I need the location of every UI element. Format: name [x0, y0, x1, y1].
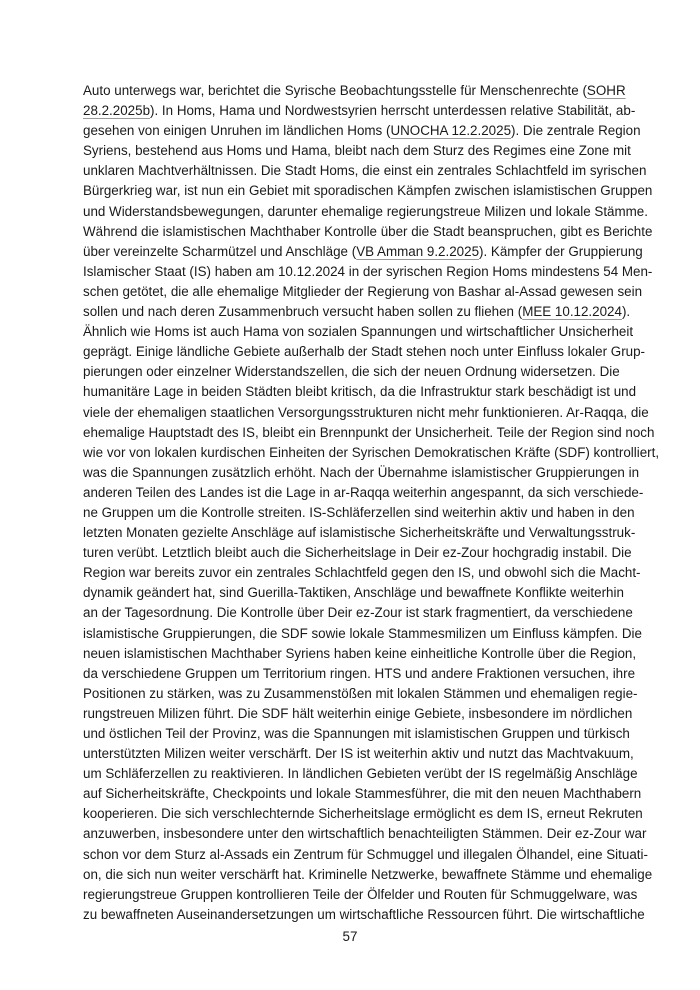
- text-line: [83, 563, 641, 583]
- text-line: [83, 322, 634, 342]
- text-run: kooperieren. Die sich verschlechternde Sicherheitslage ermöglicht es dem IS, erneut Rekruten: [83, 806, 643, 822]
- text-line: [83, 885, 638, 905]
- text-run: Syriens, bestehend aus Homs und Hama, bleibt nach dem Sturz des Regimes eine Zone mit: [83, 143, 631, 159]
- text-run: schon vor dem Sturz al-Assads ein Zentrum für Schmuggel und illegalen Ölhandel, eine Situati-: [83, 846, 648, 862]
- citation-link[interactable]: VB Amman 9.2.2025: [356, 243, 480, 259]
- text-line: [83, 905, 645, 925]
- text-line: [83, 845, 648, 865]
- text-run: Bürgerkrieg war, ist nun ein Gebiet mit sporadischen Kämpfen zwischen islamistischen Gruppen: [83, 183, 653, 199]
- text-run: wie vor von lokalen kurdischen Einheiten der Syrischen Demokratischen Kräfte (SDF) kontrolliert,: [83, 444, 660, 460]
- text-line: [83, 121, 641, 141]
- text-run: unklaren Machtverhältnissen. Die Stadt Homs, die einst ein zentrales Schlachtfeld im syrischen: [83, 163, 647, 179]
- text-run: pierungen oder einzelner Widerstandszellen, die sich der neuen Ordnung widersetzen. Die: [83, 364, 620, 380]
- text-run: sollen und nach deren Zusammenbruch versucht haben sollen zu fliehen (: [83, 304, 523, 320]
- text-line: [83, 443, 660, 463]
- text-line: [83, 262, 653, 282]
- text-line: [83, 523, 636, 543]
- citation-link[interactable]: SOHR: [586, 83, 626, 98]
- text-run: regierungstreue Gruppen kontrollieren Teile der Ölfelder und Routen für Schmuggelware, was: [83, 886, 638, 902]
- text-line: [83, 764, 638, 784]
- text-line: [83, 463, 640, 483]
- text-line: [83, 81, 626, 101]
- text-line: [83, 704, 633, 724]
- text-run: anzuwerben, insbesondere unter den wirtschaftlich benachteiligten Stämmen. Deir ez-Zour war: [83, 826, 647, 842]
- text-line: [83, 603, 633, 623]
- text-run: schen getötet, die alle ehemalige Mitglieder der Regierung von Bashar al-Assad gewesen sein: [83, 283, 643, 299]
- citation-link[interactable]: MEE 10.12.2024: [522, 304, 622, 320]
- text-line: [83, 141, 631, 161]
- text-line: [83, 403, 649, 423]
- text-run: geprägt. Einige ländliche Gebiete außerhalb der Stadt stehen noch unter Einfluss lokaler Grup-: [83, 344, 646, 360]
- text-line: [83, 181, 653, 201]
- body-text: [83, 81, 660, 925]
- text-line: [83, 784, 642, 804]
- text-run: und Widerstandsbewegungen, darunter ehemalige regierungstreue Milizen und lokale Stämme.: [83, 203, 648, 219]
- text-run: anderen Teilen des Landes ist die Lage in ar-Raqqa weiterhin angespannt, da sich verschiede-: [83, 484, 644, 500]
- text-run: zu bewaffneten Auseinandersetzungen um wirtschaftliche Ressourcen führt. Die wirtschaftliche: [83, 906, 645, 922]
- text-line: [83, 342, 646, 362]
- text-line: [83, 583, 624, 603]
- text-run: auf Sicherheitskräfte, Checkpoints und lokale Stammesführer, die mit den neuen Machthabern: [83, 786, 642, 802]
- text-run: da verschiedene Gruppen um Territorium ringen. HTS und andere Fraktionen versuchen, ihre: [83, 665, 636, 681]
- text-run: und östlichen Teil der Provinz, was die Spannungen mit islamistischen Gruppen und türkisch: [83, 726, 630, 741]
- text-run: humanitäre Lage in beiden Städten bleibt kritisch, da die Infrastruktur stark beschädigt ist und: [83, 384, 637, 400]
- text-line: [83, 101, 636, 121]
- text-line: [83, 824, 647, 844]
- text-run: turen verübt. Letztlich bleibt auch die Sicherheitslage in Deir ez-Zour hochgradig instabil. Die: [83, 545, 632, 561]
- text-line: [83, 202, 648, 222]
- text-run: Auto unterwegs war, berichtet die Syrische Beobachtungsstelle für Menschenrechte (: [83, 83, 587, 98]
- text-run: Positionen zu stärken, was zu Zusammenstößen mit lokalen Stämmen und ehemaligen regie-: [83, 685, 638, 701]
- text-run: neuen islamistischen Machthaber Syriens haben keine einheitliche Kontrolle über die Region,: [83, 645, 637, 661]
- text-line: [83, 222, 653, 242]
- text-run: ehemalige Hauptstadt des IS, bleibt ein Brennpunkt der Unsicherheit. Teile der Region sind noch: [83, 424, 655, 440]
- text-line: [83, 664, 636, 684]
- text-run: unterstützten Milizen weiter verschärft. Der IS ist weiterhin aktiv und nutzt das Machtvakuum,: [83, 746, 634, 762]
- text-run: dynamik geändert hat, sind Guerilla-Taktiken, Anschläge und bewaffnete Konflikte weiterhin: [83, 585, 624, 601]
- text-line: [83, 161, 647, 181]
- text-line: [83, 302, 631, 322]
- text-run: an der Tagesordnung. Die Kontrolle über Deir ez-Zour ist stark fragmentiert, da verschiedene: [83, 605, 633, 621]
- text-line: [83, 543, 632, 563]
- text-line: [83, 644, 637, 664]
- text-line: [83, 724, 630, 744]
- text-run: letzten Monaten gezielte Anschläge auf islamistische Sicherheitskräfte und Verwaltungsstruk-: [83, 525, 636, 541]
- text-run: ). Die zentrale Region: [511, 123, 641, 139]
- text-run: Islamischer Staat (IS) haben am 10.12.2024 in der syrischen Region Homs mindestens 54 Men-: [83, 263, 653, 279]
- text-run: ).: [621, 304, 631, 320]
- text-run: Region war bereits zuvor ein zentrales Schlachtfeld gegen den IS, und obwohl sich die Macht-: [83, 565, 641, 581]
- text-run: ). In Homs, Hama und Nordwestsyrien herrscht unterdessen relative Stabilität, ab-: [150, 103, 636, 119]
- text-run: Während die islamistischen Machthaber Kontrolle über die Stadt beanspruchen, gibt es Berichte: [83, 223, 653, 239]
- text-run: islamistische Gruppierungen, die SDF sowie lokale Stammesmilizen um Einfluss kämpfen. Die: [83, 625, 642, 641]
- text-run: um Schläferzellen zu reaktivieren. In ländlichen Gebieten verübt der IS regelmäßig Anschläge: [83, 766, 638, 782]
- text-run: viele der ehemaligen staatlichen Versorgungsstrukturen nicht mehr funktionieren. Ar-Raqqa, die: [83, 404, 649, 420]
- text-line: [83, 624, 642, 644]
- text-run: ne Gruppen um die Kontrolle streiten. IS-Schläferzellen sind weiterhin aktiv und haben in den: [83, 504, 635, 520]
- text-line: [83, 362, 620, 382]
- text-line: [83, 684, 638, 704]
- text-run: on, die sich nun weiter verschärft hat. Kriminelle Netzwerke, bewaffnete Stämme und ehemalige: [83, 866, 653, 882]
- citation-link[interactable]: UNOCHA 12.2.2025: [390, 123, 512, 139]
- text-line: [83, 804, 643, 824]
- text-run: was die Spannungen zusätzlich erhöht. Nach der Übernahme islamistischer Gruppierungen in: [83, 464, 640, 480]
- text-run: über vereinzelte Scharmützel und Anschläge (: [83, 243, 357, 259]
- text-run: Ähnlich wie Homs ist auch Hama von sozialen Spannungen und wirtschaftlicher Unsicherheit: [83, 324, 634, 340]
- text-run: gesehen von einigen Unruhen im ländlichen Homs (: [83, 123, 391, 139]
- page-number: 57: [342, 929, 358, 944]
- text-run: ). Kämpfer der Gruppierung: [479, 243, 643, 259]
- text-line: [83, 382, 637, 402]
- text-line: [83, 242, 643, 262]
- text-line: [83, 503, 635, 523]
- text-line: [83, 744, 634, 764]
- citation-link[interactable]: 28.2.2025b: [83, 103, 151, 119]
- text-line: [83, 483, 644, 503]
- text-run: rungstreuen Milizen führt. Die SDF hält weiterhin einige Gebiete, insbesondere im nördlichen: [83, 705, 633, 721]
- text-line: [83, 865, 653, 885]
- text-line: [83, 282, 643, 302]
- text-line: [83, 423, 655, 443]
